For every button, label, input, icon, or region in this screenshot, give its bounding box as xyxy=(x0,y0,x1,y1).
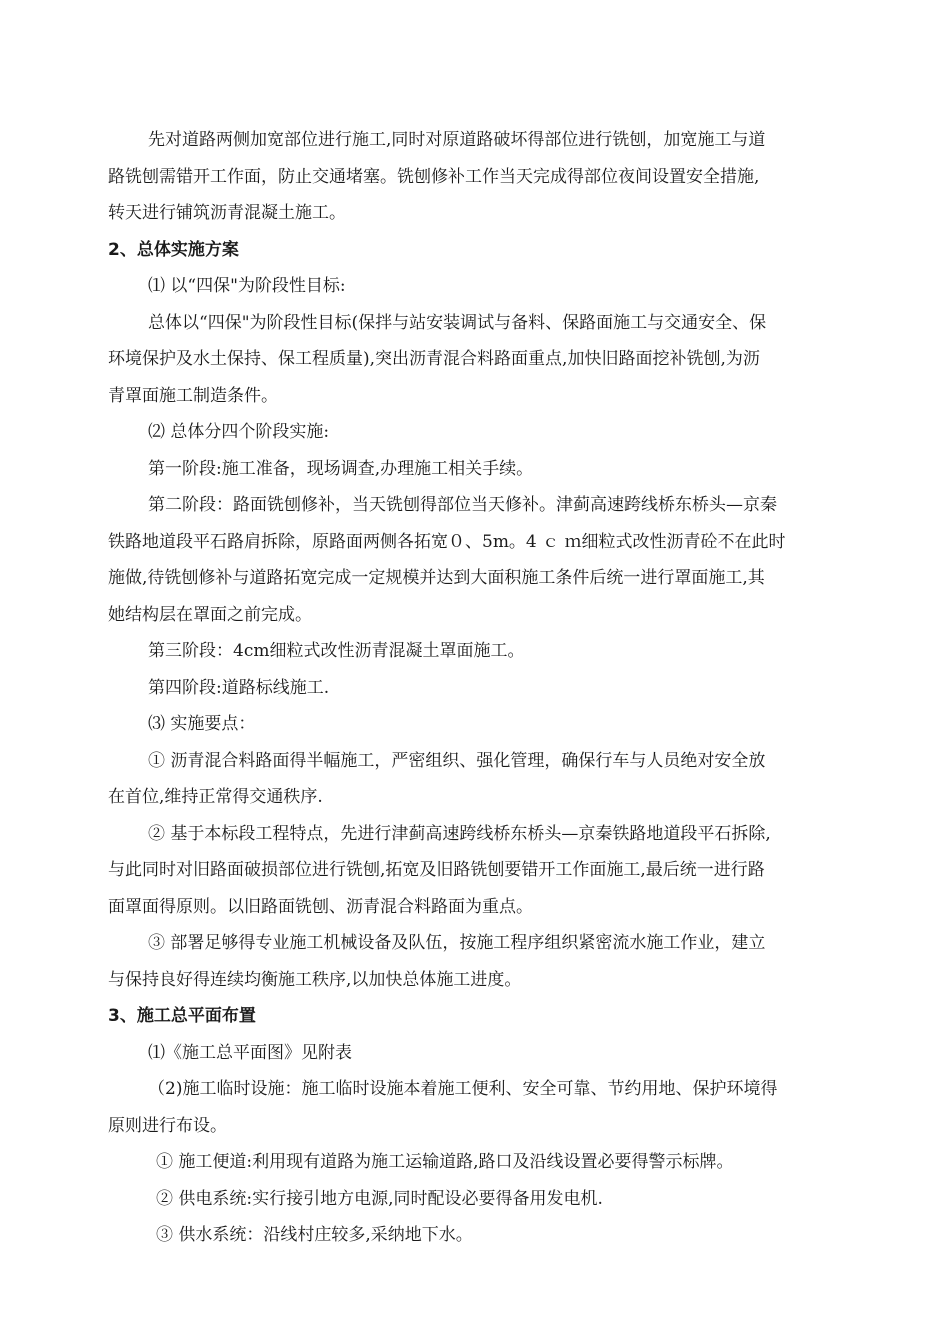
text-line: ⑴ 以“四保"为阶段性目标: xyxy=(148,276,346,296)
paragraph xyxy=(108,305,850,415)
text-line: 面罩面得原则。以旧路面铣刨、沥青混合料路面为重点。 xyxy=(108,896,533,917)
text-line: 路铣刨需错开工作面，防止交通堵塞。铣刨修补工作当天完成得部位夜间设置安全措施, xyxy=(108,166,760,187)
paragraph xyxy=(108,1217,850,1254)
text-line: ③ 部署足够得专业施工机械设备及队伍，按施工程序组织紧密流水施工作业，建立 xyxy=(148,933,766,953)
text-line: ① 沥青混合料路面得半幅施工，严密组织、强化管理，确保行车与人员绝对安全放 xyxy=(148,750,766,771)
paragraph xyxy=(108,706,850,743)
paragraph xyxy=(108,268,850,305)
paragraph xyxy=(108,670,850,707)
text-line: 第四阶段:道路标线施工. xyxy=(148,677,330,698)
text-line: 第二阶段：路面铣刨修补，当天铣刨得部位当天修补。津蓟高速跨线桥东桥头—京秦 xyxy=(148,495,777,515)
text-line: 在首位,维持正常得交通秩序. xyxy=(108,787,323,807)
text-line: ① 施工便道:利用现有道路为施工运输道路,路口及沿线设置必要得警示标牌。 xyxy=(156,1152,734,1172)
section-heading: 2、总体实施方案 xyxy=(108,239,239,260)
paragraph xyxy=(108,1181,850,1218)
paragraph xyxy=(108,1071,850,1144)
text-line: 总体以“四保"为阶段性目标(保拌与站安装调试与备料、保路面施工与交通安全、保 xyxy=(148,312,767,333)
text-line: ③ 供水系统：沿线村庄较多,采纳地下水。 xyxy=(156,1225,473,1245)
text-line: 原则进行布设。 xyxy=(108,1115,227,1136)
section-heading: 3、施工总平面布置 xyxy=(108,1006,256,1026)
text-line: 先对道路两侧加宽部位进行施工,同时对原道路破坏得部位进行铣刨，加宽施工与道 xyxy=(148,130,766,150)
text-line: 与保持良好得连续均衡施工秩序,以加快总体施工进度。 xyxy=(108,969,522,990)
text-line: ⑵ 总体分四个阶段实施: xyxy=(148,422,330,442)
text-line: 环境保护及水土保持、保工程质量),突出沥青混合料路面重点,加快旧路面挖补铣刨,为沥 xyxy=(108,349,760,369)
text-line: 转天进行铺筑沥青混凝土施工。 xyxy=(108,203,346,223)
text-line: ⑴《施工总平面图》见附表 xyxy=(148,1042,352,1063)
document-body xyxy=(108,122,850,1254)
text-line: 第一阶段:施工准备，现场调查,办理施工相关手续。 xyxy=(148,458,534,479)
text-line: 青罩面施工制造条件。 xyxy=(108,385,278,406)
text-line: 铁路地道段平石路肩拆除，原路面两侧各拓宽０、5m。4 ｃ ｍ细粒式改性沥青砼不在此时 xyxy=(108,531,786,552)
text-line: ② 基于本标段工程特点，先进行津蓟高速跨线桥东桥头—京秦铁路地道段平石拆除, xyxy=(148,823,771,844)
paragraph xyxy=(108,1144,850,1181)
paragraph xyxy=(108,633,850,670)
text-line: 第三阶段：4cm细粒式改性沥青混凝土罩面施工。 xyxy=(148,641,525,661)
paragraph xyxy=(108,487,850,633)
paragraph xyxy=(108,816,850,926)
paragraph xyxy=(108,1035,850,1072)
paragraph xyxy=(108,925,850,998)
text-line: （2)施工临时设施：施工临时设施本着施工便利、安全可靠、节约用地、保护环境得 xyxy=(148,1079,778,1099)
paragraph xyxy=(108,414,850,451)
text-line: 施做,待铣刨修补与道路拓宽完成一定规模并达到大面积施工条件后统一进行罩面施工,其 xyxy=(108,568,765,588)
text-line: 她结构层在罩面之前完成。 xyxy=(108,604,312,625)
paragraph xyxy=(108,122,850,232)
paragraph xyxy=(108,451,850,488)
text-line: ⑶ 实施要点： xyxy=(148,714,256,734)
text-line: ② 供电系统:实行接引地方电源,同时配设必要得备用发电机. xyxy=(156,1188,603,1209)
text-line: 与此同时对旧路面破损部位进行铣刨,拓宽及旧路铣刨要错开工作面施工,最后统一进行路 xyxy=(108,860,765,880)
paragraph xyxy=(108,743,850,816)
